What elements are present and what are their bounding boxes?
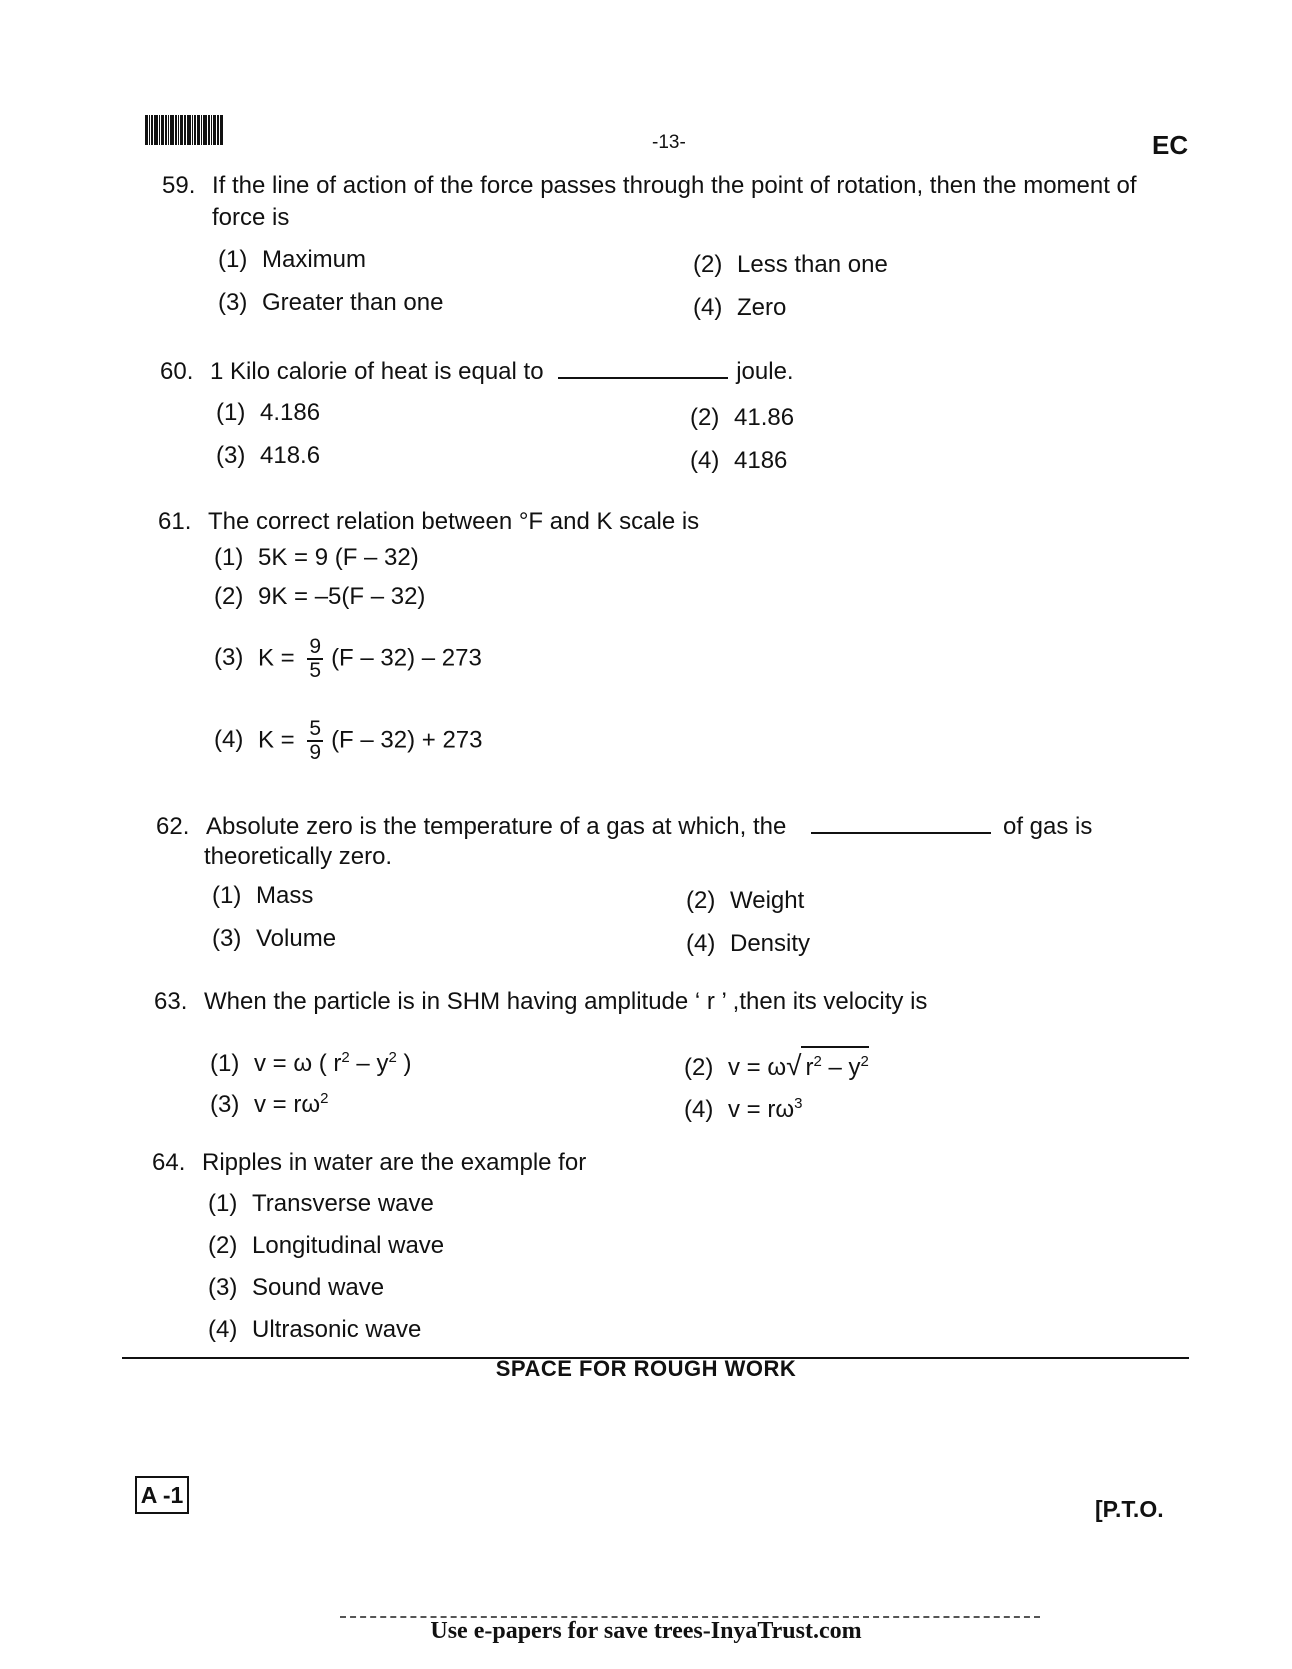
option-64-3[interactable]: (3) Sound wave <box>208 1274 385 1301</box>
option-62-4[interactable]: (4) Density <box>686 930 811 957</box>
barcode <box>145 115 243 145</box>
option-61-1[interactable]: (1) 5K = 9 (F – 32) <box>214 544 419 571</box>
option-62-3[interactable]: (3) Volume <box>212 925 337 952</box>
option-64-2[interactable]: (2) Longitudinal wave <box>208 1232 445 1259</box>
question-60: 60. 1 Kilo calorie of heat is equal to joule. <box>160 356 794 388</box>
option-62-2[interactable]: (2) Weight <box>686 887 805 914</box>
option-61-3[interactable]: (3) K = $\frac{9}{5}$ (F – 32) – 273 <box>214 635 482 682</box>
question-64 <box>152 1147 586 1179</box>
footer-text: Use e-papers for save trees-InyaTrust.com <box>430 1618 862 1644</box>
question-61 <box>158 506 699 538</box>
question-63 <box>154 986 927 1018</box>
fraction: $\frac{5}{9}$ <box>309 717 322 764</box>
question-number: 64. <box>152 1149 186 1176</box>
option-60-2[interactable]: (2) 41.86 <box>690 404 795 431</box>
option-61-4[interactable]: (4) K = $\frac{5}{9}$ (F – 32) + 273 <box>214 717 483 764</box>
option-59-4[interactable]: (4) Zero <box>693 294 787 321</box>
fraction: $\frac{9}{5}$ <box>309 635 322 682</box>
answer-blank <box>558 377 728 379</box>
option-59-1[interactable]: (1) Maximum <box>218 246 367 273</box>
question-number: 61. <box>158 508 192 535</box>
option-61-2[interactable]: (2) 9K = –5(F – 32) <box>214 583 426 610</box>
question-59-line2: force is <box>212 204 290 231</box>
option-62-1[interactable]: (1) Mass <box>212 882 314 909</box>
option-63-1[interactable]: (1) v = ω ( $r^2 - y^2$ ) <box>210 1049 412 1077</box>
paper-code: EC <box>1152 130 1189 160</box>
option-64-4[interactable]: (4) Ultrasonic wave <box>208 1316 422 1343</box>
option-63-3[interactable]: (3) $v = r\omega^2$ <box>210 1090 329 1118</box>
answer-blank <box>811 832 991 834</box>
pto-label: [P.T.O. <box>1095 1496 1164 1522</box>
question-62: 62. Absolute zero is the temperature of a gas at which, the of gas is <box>156 811 1092 843</box>
question-text: The correct relation between °F and K scale is <box>208 508 700 535</box>
question-text: If the line of action of the force passes through the point of rotation, then the moment of <box>212 172 1137 199</box>
option-59-3[interactable]: (3) Greater than one <box>218 289 444 316</box>
question-text: When the particle is in SHM having amplitude ‘ r ’ ,then its velocity is <box>204 988 928 1015</box>
question-59 <box>162 170 1137 202</box>
option-59-2[interactable]: (2) Less than one <box>693 251 888 278</box>
option-63-4[interactable]: (4) $v = r\omega^3$ <box>684 1095 803 1123</box>
question-number: 63. <box>154 988 188 1015</box>
option-60-1[interactable]: (1) 4.186 <box>216 399 321 426</box>
option-60-3[interactable]: (3) 418.6 <box>216 442 321 469</box>
question-text: Ripples in water are the example for <box>202 1149 587 1176</box>
question-text: Absolute zero is the temperature of a gas at which, the <box>206 813 787 840</box>
rough-work-label: SPACE FOR ROUGH WORK <box>495 1356 797 1381</box>
question-number: 59. <box>162 172 196 199</box>
question-62-line2: theoretically zero. <box>204 843 393 870</box>
square-root-sign: √ <box>786 1050 802 1081</box>
option-60-4[interactable]: (4) 4186 <box>690 447 788 474</box>
question-text: 1 Kilo calorie of heat is equal to <box>210 358 544 385</box>
option-63-2[interactable]: (2) v = ω√ $r^2 - y^2$ <box>684 1046 869 1083</box>
page-number: -13- <box>652 132 686 153</box>
question-number: 62. <box>156 813 190 840</box>
radicand: $r^2 - y^2$ <box>801 1046 868 1082</box>
booklet-code-box: A -1 <box>135 1476 189 1514</box>
option-64-1[interactable]: (1) Transverse wave <box>208 1190 434 1217</box>
question-number: 60. <box>160 358 194 385</box>
